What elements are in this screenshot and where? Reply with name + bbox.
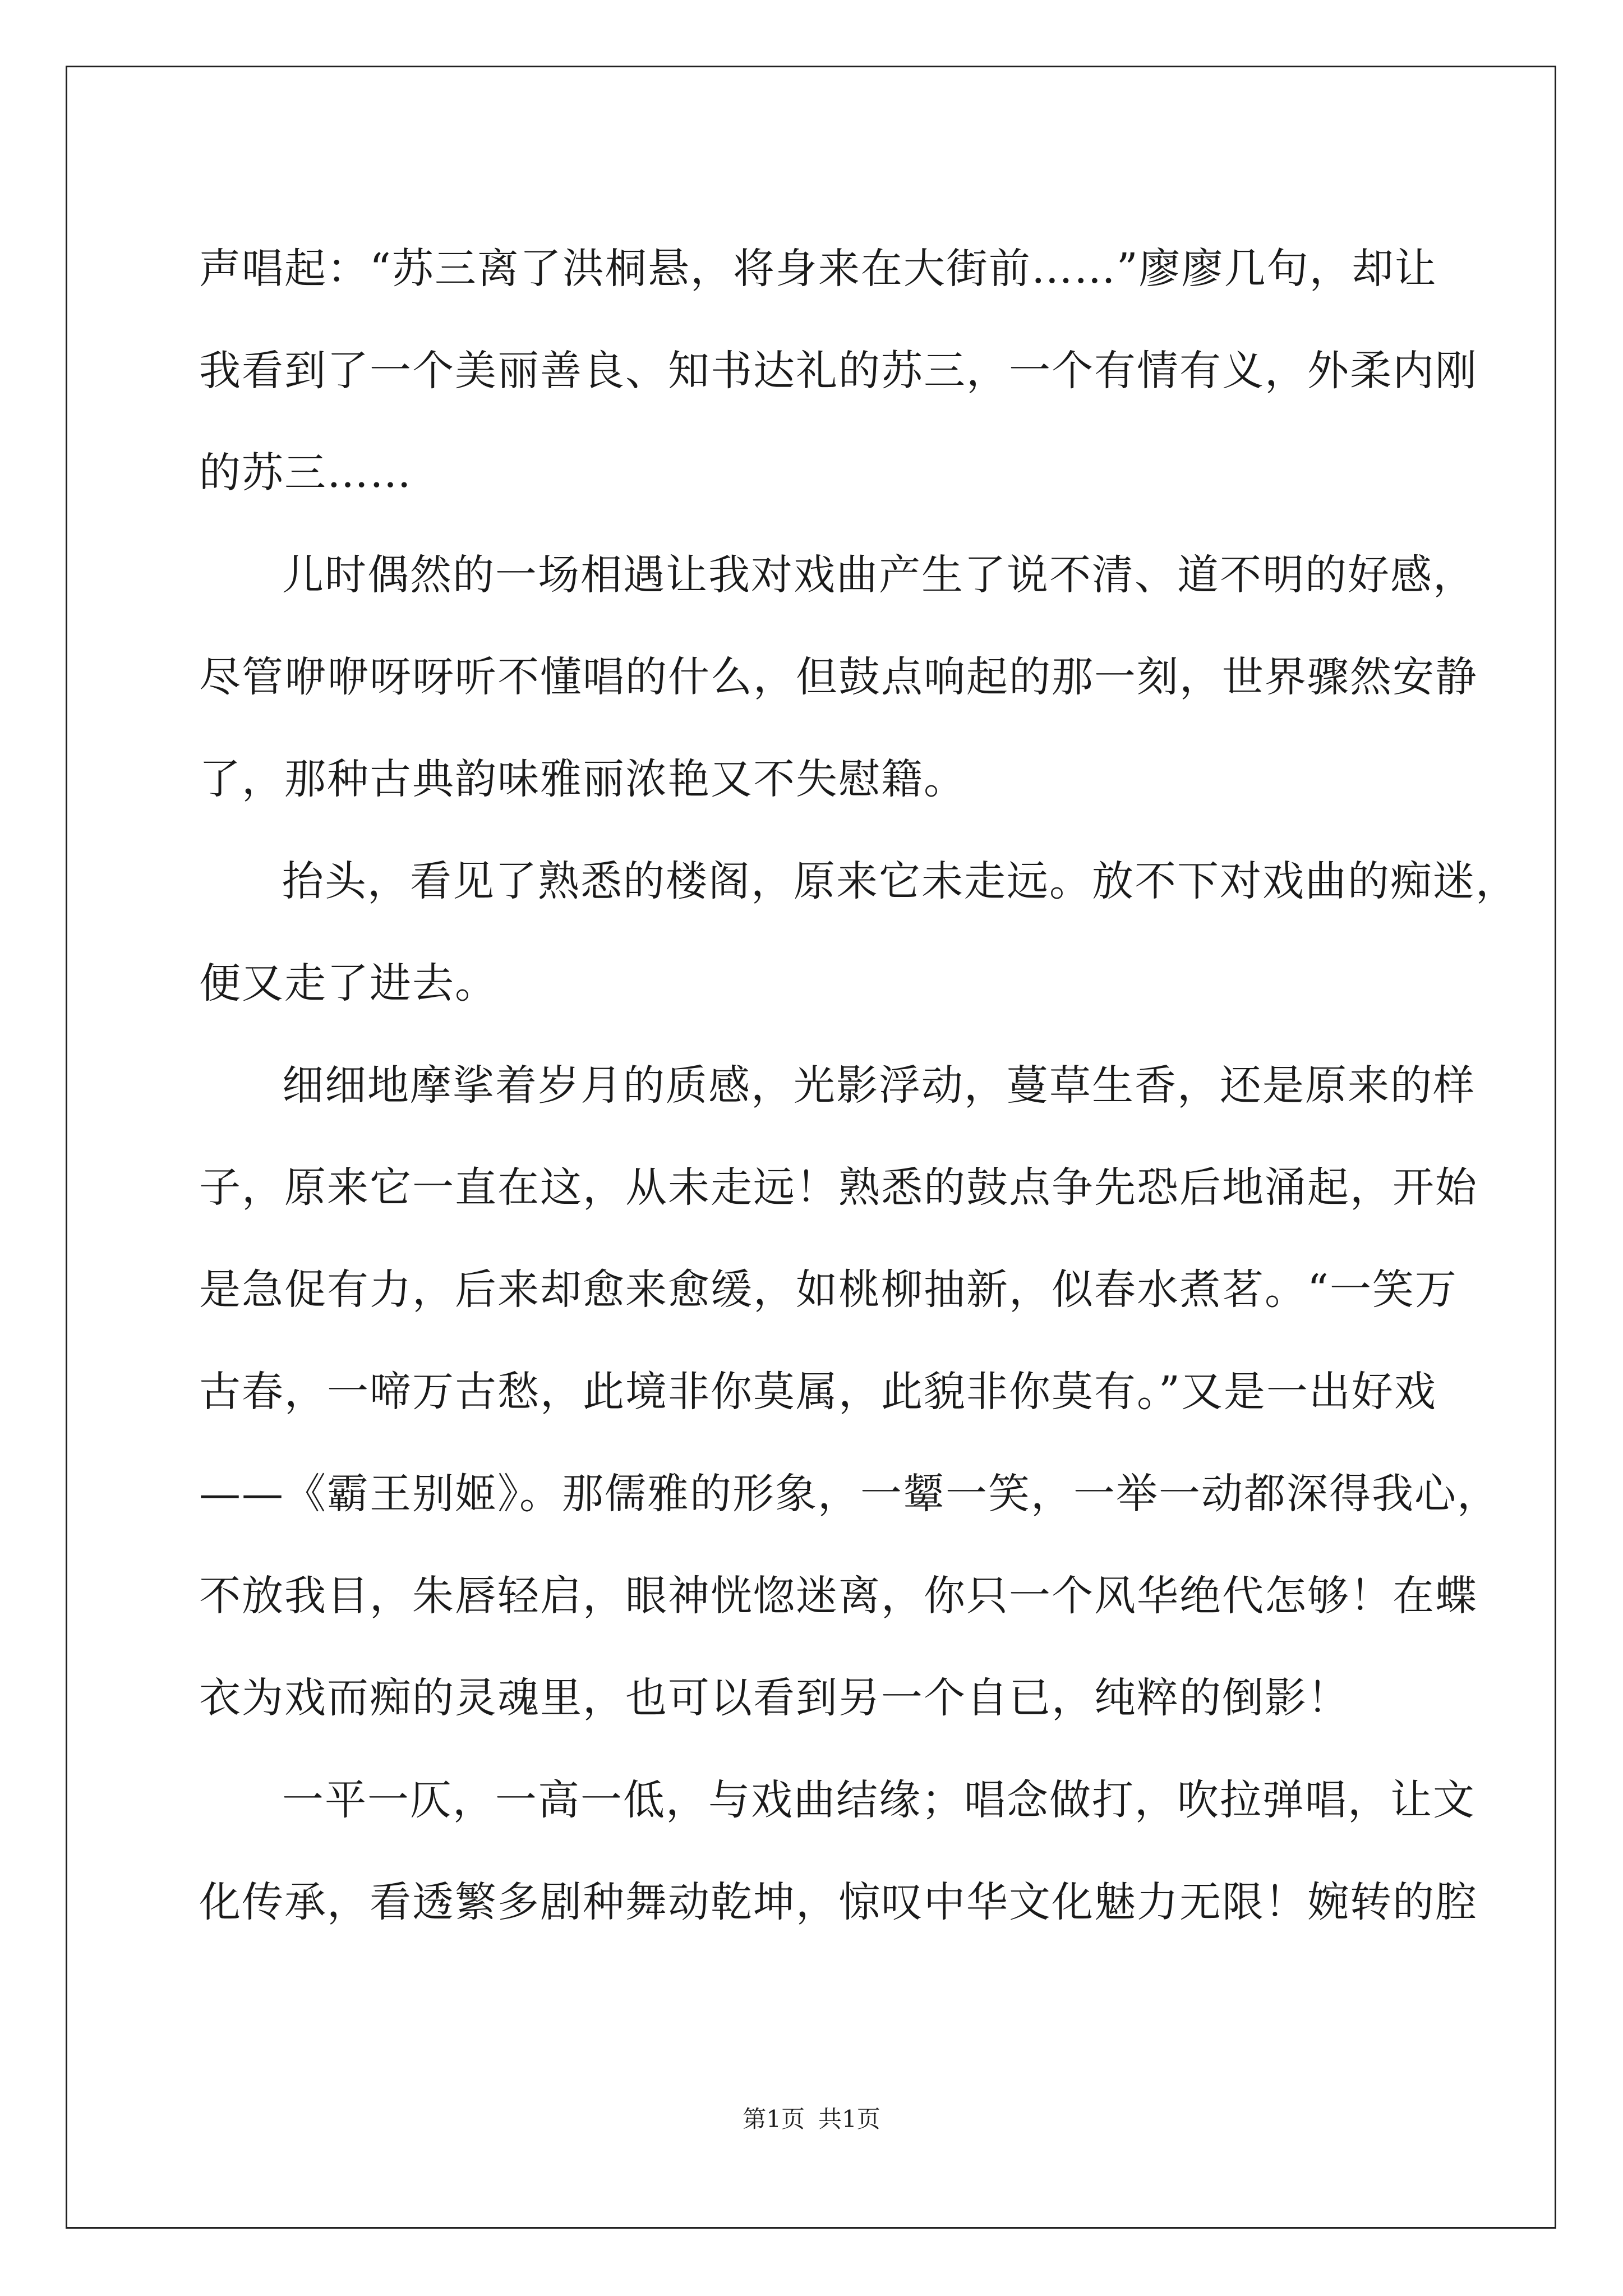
text-line: 了，那种古典韵味雅丽浓艳又不失慰籍。 xyxy=(199,755,966,803)
text-line: 衣为戏而痴的灵魂里，也可以看到另一个自已，纯粹的倒影！ xyxy=(199,1674,1350,1722)
text-line: 我看到了一个美丽善良、知书达礼的苏三，一个有情有义，外柔内刚 xyxy=(199,347,1478,395)
text-line: 细细地摩挲着岁月的质感，光影浮动，蔓草生香，还是原来的样 xyxy=(282,1061,1476,1110)
text-line: 一平一仄，一高一低，与戏曲结缘；唱念做打，吹拉弹唱，让文 xyxy=(282,1776,1476,1824)
text-line: 便又走了进去。 xyxy=(199,959,497,1007)
text-line: 的苏三…… xyxy=(199,449,412,497)
text-line: 尽管咿咿呀呀听不懂唱的什么，但鼓点响起的那一刻，世界骤然安静 xyxy=(199,653,1478,701)
text-line: 儿时偶然的一场相遇让我对戏曲产生了说不清、道不明的好感， xyxy=(282,551,1476,599)
text-line: 化传承，看透繁多剧种舞动乾坤，惊叹中华文化魅力无限！婉转的腔 xyxy=(199,1878,1478,1926)
text-line: 古春，一啼万古愁，此境非你莫属，此貌非你莫有。”又是一出好戏 xyxy=(199,1368,1437,1416)
page-footer xyxy=(0,2101,1623,2134)
document-body xyxy=(199,218,1518,1953)
text-line: 子，原来它一直在这，从未走远！熟悉的鼓点争先恐后地涌起，开始 xyxy=(199,1163,1478,1212)
text-line: 不放我目，朱唇轻启，眼神恍惚迷离，你只一个风华绝代怎够！在蝶 xyxy=(199,1572,1478,1620)
page-total: 共1页 xyxy=(818,2105,880,2133)
text-line: 是急促有力，后来却愈来愈缓，如桃柳抽新，似春水煮茗。“一笑万 xyxy=(199,1266,1458,1314)
page-number: 第1页 xyxy=(743,2105,805,2133)
text-line: 声唱起：“苏三离了洪桐悬，将身来在大街前……”廖廖几句，却让 xyxy=(199,245,1437,293)
text-line: ——《霸王别姬》。那儒雅的形象，一颦一笑，一举一动都深得我心， xyxy=(199,1470,1500,1518)
text-line: 抬头，看见了熟悉的楼阁，原来它未走远。放不下对戏曲的痴迷， xyxy=(282,857,1518,905)
